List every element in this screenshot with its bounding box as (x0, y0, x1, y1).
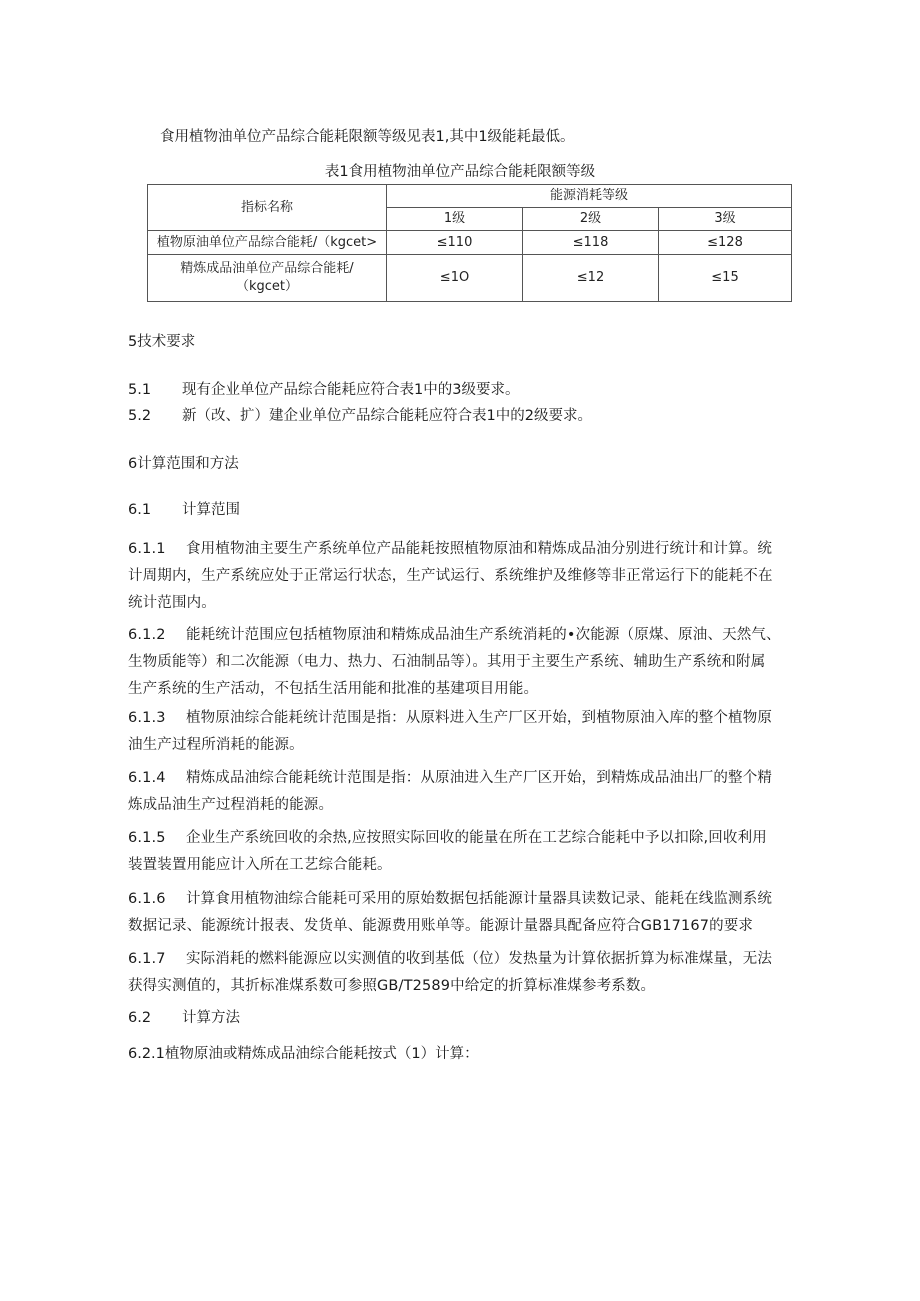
clause-number: 6.1.5 (128, 830, 166, 846)
paragraph-6-1-4 (128, 765, 808, 819)
clause-text: 计算范围 (182, 502, 240, 518)
section-6-title: 6计算范围和方法 (128, 456, 239, 472)
level-1-header: 1级 (387, 208, 523, 231)
cell-value: ≤128 (659, 231, 792, 255)
paragraph-line: 精炼成品油综合能耗统计范围是指：从原油进入生产厂区开始，到精炼成品油出厂的整个精 (186, 770, 772, 786)
paragraph-6-1-7 (128, 946, 808, 1000)
clause-6-2-1: 6.2.1植物原油或精炼成品油综合能耗按式（1）计算： (128, 1046, 479, 1062)
section-5-title: 5技术要求 (128, 334, 196, 350)
paragraph-line: 企业生产系统回收的余热,应按照实际回收的能量在所在工艺综合能耗中予以扣除,回收利用 (186, 830, 767, 846)
paragraph-line: 食用植物油主要生产系统单位产品能耗按照植物原油和精炼成品油分别进行统计和计算。统 (186, 541, 772, 557)
paragraph-line: 计算食用植物油综合能耗可采用的原始数据包括能源计量器具读数记录、能耗在线监测系统 (186, 891, 772, 907)
clause-5-2 (128, 403, 592, 430)
paragraph-6-1-2 (128, 622, 808, 703)
paragraph-line: 能耗统计范围应包括植物原油和精炼成品油生产系统消耗的•次能源（原煤、原油、天然气、 (186, 627, 781, 643)
clause-text: 新（改、扩）建企业单位产品综合能耗应符合表1中的2级要求。 (182, 408, 592, 424)
paragraph-line: 实际消耗的燃料能源应以实测值的收到基低（位）发热量为计算依据折算为标准煤量，无法 (186, 951, 772, 967)
clause-text: 计算方法 (182, 1010, 240, 1026)
clause-number: 6.1.4 (128, 770, 166, 786)
paragraph-line: 计周期内，生产系统应处于正常运行状态，生产试运行、系统维护及维修等非正常运行下的能耗不在 (128, 568, 773, 584)
row-name: 精炼成品油单位产品综合能耗/（kgcet） (148, 255, 387, 302)
paragraph-line: 生物质能等）和二次能源（电力、热力、石油制品等）。其用于主要生产系统、辅助生产系统和附属 (128, 654, 766, 670)
level-3-header: 3级 (659, 208, 792, 231)
clause-number: 6.1.2 (128, 627, 166, 643)
cell-value: ≤1O (387, 255, 523, 302)
energy-limit-table (147, 184, 792, 302)
clause-text: 现有企业单位产品综合能耗应符合表1中的3级要求。 (182, 382, 520, 398)
table-row (148, 231, 792, 255)
clause-5-1 (128, 377, 519, 404)
paragraph-line: 统计范围内。 (128, 595, 216, 611)
paragraph-line: 装置装置用能应计入所在工艺综合能耗。 (128, 857, 392, 873)
paragraph-line: 获得实测值的，其折标准煤系数可参照GB/T2589中给定的折算标准煤参考系数。 (128, 978, 656, 994)
table-caption: 表1食用植物油单位产品综合能耗限额等级 (324, 164, 596, 180)
clause-number: 6.1.3 (128, 710, 166, 726)
clause-number: 5.2 (128, 408, 152, 424)
clause-number: 6.2 (128, 1010, 152, 1026)
paragraph-6-1-3 (128, 705, 808, 759)
paragraph-6-1-5 (128, 825, 808, 879)
paragraph-6-1-1 (128, 536, 808, 617)
table-row (148, 255, 792, 302)
clause-number: 6.1 (128, 502, 152, 518)
row-name: 植物原油单位产品综合能耗/（kgcet> (148, 231, 387, 255)
clause-number: 6.1.6 (128, 891, 166, 907)
clause-number: 6.1.7 (128, 951, 166, 967)
header-energy-level: 能源消耗等级 (387, 185, 792, 208)
paragraph-line: 油生产过程所消耗的能源。 (128, 737, 304, 753)
paragraph-line: 生产系统的生产活动，不包括生活用能和批准的基建项目用能。 (128, 681, 539, 697)
clause-number: 6.1.1 (128, 541, 166, 557)
cell-value: ≤12 (523, 255, 659, 302)
cell-value: ≤15 (659, 255, 792, 302)
paragraph-line: 炼成品油生产过程消耗的能源。 (128, 797, 334, 813)
clause-6-1 (128, 497, 240, 524)
clause-6-2 (128, 1005, 240, 1032)
paragraph-line: 数据记录、能源统计报表、发货单、能源费用账单等。能源计量器具配备应符合GB17167的要求 (128, 918, 754, 934)
level-2-header: 2级 (523, 208, 659, 231)
paragraph-6-1-6 (128, 886, 808, 940)
intro-paragraph: 食用植物油单位产品综合能耗限额等级见表1,其中1级能耗最低。 (160, 129, 575, 145)
cell-value: ≤110 (387, 231, 523, 255)
clause-number: 5.1 (128, 382, 152, 398)
header-indicator-name: 指标名称 (148, 185, 387, 231)
cell-value: ≤118 (523, 231, 659, 255)
paragraph-line: 植物原油综合能耗统计范围是指：从原料进入生产厂区开始，到植物原油入库的整个植物原 (186, 710, 772, 726)
